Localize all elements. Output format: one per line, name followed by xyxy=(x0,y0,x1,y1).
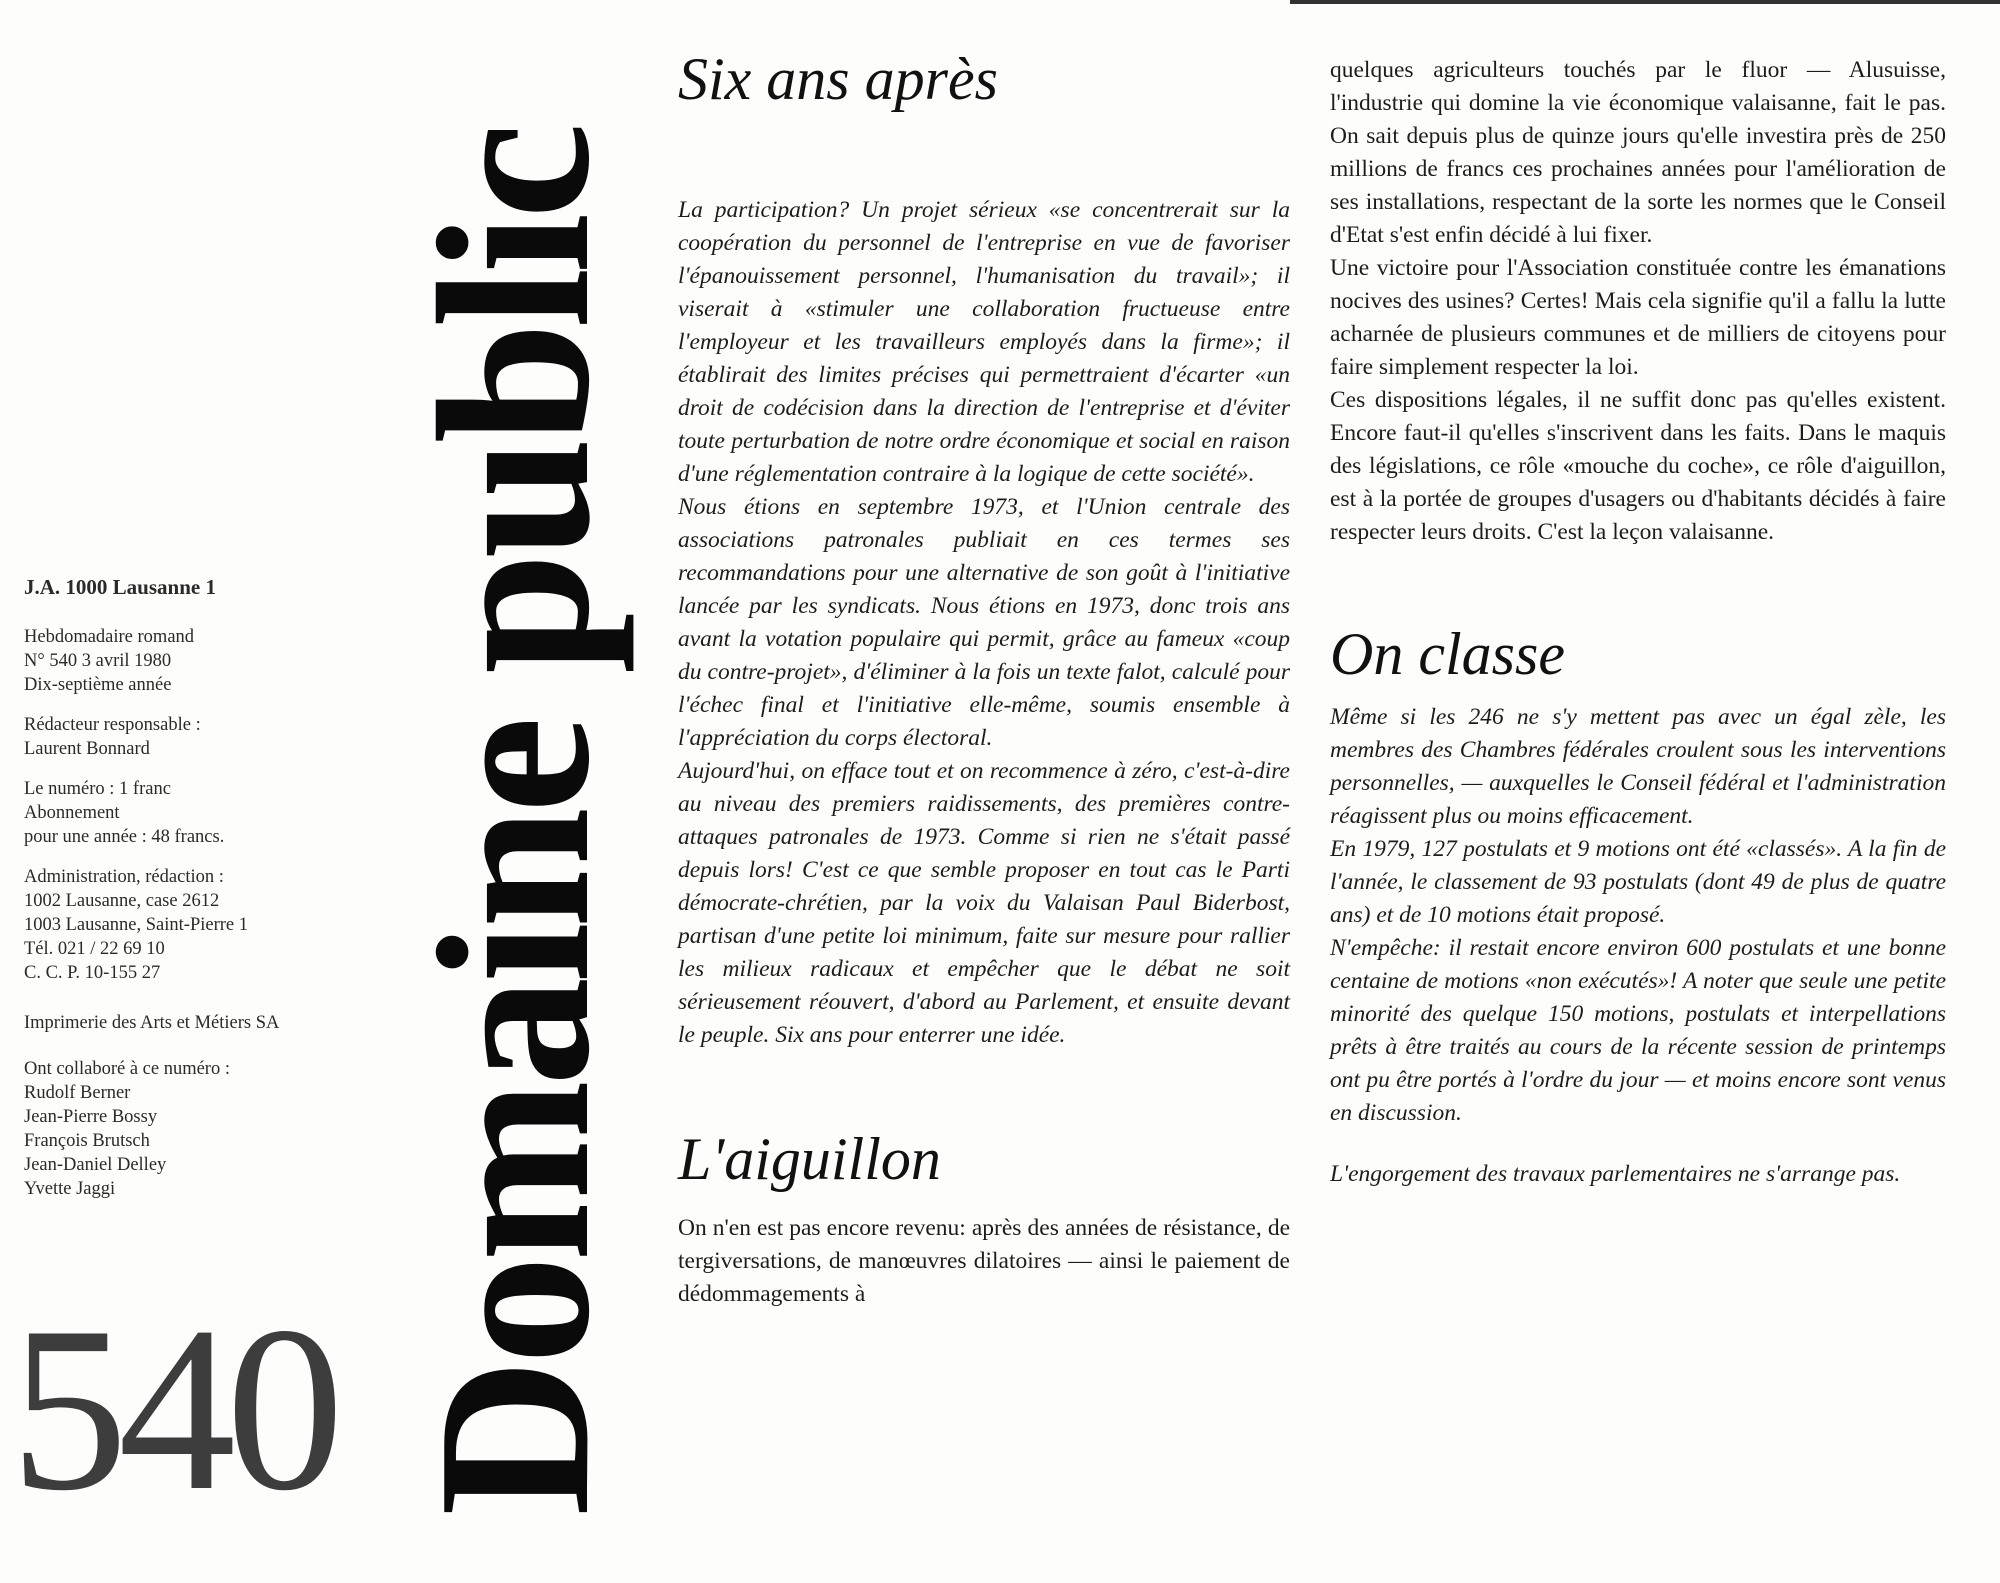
info-group-contributors xyxy=(24,1057,404,1201)
info-group-address xyxy=(24,865,404,985)
article-paragraph: quelques agriculteurs touchés par le fluor — Alusuisse, l'industrie qui domine la vie économique valaisanne, fait le pas. On sait depuis plus de quinze jours qu'elle investira près de 250 millions de francs ces prochaines années pour l'amélioration de ses installations, respectant de la sorte les normes que le Conseil d'Etat s'est enfin décidé à lui fixer. xyxy=(1330,57,1946,248)
masthead-title: Domaine public xyxy=(394,128,635,1516)
info-line: Dix-septième année xyxy=(24,675,172,695)
top-rule xyxy=(1290,0,2000,4)
info-line: C. C. P. 10-155 27 xyxy=(24,963,161,983)
info-line: Jean-Daniel Delley xyxy=(24,1155,167,1175)
info-line: Yvette Jaggi xyxy=(24,1179,116,1199)
info-line: Rudolf Berner xyxy=(24,1083,131,1103)
info-group-edition xyxy=(24,625,404,697)
info-group-printer xyxy=(24,1011,404,1035)
info-line: 1002 Lausanne, case 2612 xyxy=(24,891,220,911)
article-paragraph: Même si les 246 ne s'y mettent pas avec un égal zèle, les membres des Chambres fédérales croulent sous les interventions personnelles, — auxquelles le Conseil fédéral et l'administration réagissent plus ou moins efficacement. xyxy=(1330,704,1946,829)
article-paragraph: Aujourd'hui, on efface tout et on recommence à zéro, c'est-à-dire au niveau des premiers raidissements, des premières contre-attaques patronales de 1973. Comme si rien ne s'était passé depuis lors! C'est ce que semble proposer en tout cas le Parti démocrate-chrétien, par la voix du Valaisan Paul Biderbost, partisan d'une petite loi minimum, faite sur mesure pour rallier les milieux radicaux et empêcher que le débat ne soit sérieusement réouvert, d'abord au Parlement, et ensuite devant le peuple. Six ans pour enterrer une idée. xyxy=(678,758,1290,1048)
article-paragraph: En 1979, 127 postulats et 9 motions ont été «classés». A la fin de l'année, le classement de 93 postulats (dont 49 de plus de quatre ans) et de 10 motions était proposé. xyxy=(1330,836,1946,928)
info-line: Jean-Pierre Bossy xyxy=(24,1107,158,1127)
info-line: Abonnement xyxy=(24,803,120,823)
info-line: 1003 Lausanne, Saint-Pierre 1 xyxy=(24,915,248,935)
info-line: N° 540 3 avril 1980 xyxy=(24,651,172,671)
postal-mark: J.A. 1000 Lausanne 1 xyxy=(24,575,216,599)
info-group-price xyxy=(24,777,404,849)
info-line: Tél. 021 / 22 69 10 xyxy=(24,939,165,959)
info-line: Laurent Bonnard xyxy=(24,739,150,759)
column-middle xyxy=(678,44,1290,1311)
column-right xyxy=(1330,54,1946,1191)
info-line: François Brutsch xyxy=(24,1131,150,1151)
info-line: pour une année : 48 francs. xyxy=(24,827,225,847)
article-paragraph: La participation? Un projet sérieux «se concentrerait sur la coopération du personnel de l'entreprise en vue de favoriser l'épanouissement personnel, l'humanisation du travail»; il viserait à «stimuler une collaboration fructueuse entre l'employeur et les travailleurs employés dans la firme»; il établirait des limites précises qui permettraient d'écarter «un droit de codécision dans la direction de l'entreprise et d'éviter toute perturbation de notre ordre économique et social en raison d'une réglementation contraire à la logique de cette société». xyxy=(678,197,1290,487)
article-paragraph: On n'en est pas encore revenu: après des années de résistance, de tergiversations, de manœuvres dilatoires — ainsi le paiement de dédommagements à xyxy=(678,1215,1290,1307)
info-line: Imprimerie des Arts et Métiers SA xyxy=(24,1013,280,1033)
article-title-six-ans-apres: Six ans après xyxy=(678,46,998,112)
issue-number: 540 xyxy=(10,1279,334,1540)
publication-info xyxy=(24,575,404,1217)
article-title-aiguillon: L'aiguillon xyxy=(678,1126,941,1192)
info-group-editor xyxy=(24,713,404,761)
info-line: Administration, rédaction : xyxy=(24,867,224,887)
article-title-on-classe: On classe xyxy=(1330,621,1565,687)
article-paragraph: Une victoire pour l'Association constituée contre les émanations nocives des usines? Certes! Mais cela signifie qu'il a fallu la lutte acharnée de plusieurs communes et de milliers de citoyens pour faire simplement respecter la loi. xyxy=(1330,255,1946,380)
info-line: Ont collaboré à ce numéro : xyxy=(24,1059,230,1079)
article-paragraph: Nous étions en septembre 1973, et l'Union centrale des associations patronales publiait en ces termes ses recommandations pour une alternative de son goût à l'initiative lancée par les syndicats. Nous étions en 1973, donc trois ans avant la votation populaire qui permit, grâce au fameux «coup du contre-projet», d'éliminer à la fois un texte falot, calculé pour l'échec final et l'initiative elle-même, soumis ensemble à l'appréciation du corps électoral. xyxy=(678,494,1290,751)
article-paragraph: Ces dispositions légales, il ne suffit donc pas qu'elles existent. Encore faut-il qu'elles s'inscrivent dans les faits. Dans le maquis des législations, ce rôle «mouche du coche», ce rôle d'aiguillon, est à la portée de groupes d'usagers ou d'habitants décidés à faire respecter leurs droits. C'est la leçon valaisanne. xyxy=(1330,387,1946,545)
info-line: Le numéro : 1 franc xyxy=(24,779,171,799)
article-paragraph: L'engorgement des travaux parlementaires ne s'arrange pas. xyxy=(1330,1161,1901,1187)
info-line: Hebdomadaire romand xyxy=(24,627,195,647)
paragraph-gap xyxy=(1330,1130,1946,1158)
article-paragraph: N'empêche: il restait encore environ 600 postulats et une bonne centaine de motions «non exécutés»! A noter que seule une petite minorité des quelque 150 motions, postulats et interpellations prêts à être traités au cours de la récente session de printemps ont pu être portés à l'ordre du jour — et moins encore sont venus en discussion. xyxy=(1330,935,1946,1126)
info-line: Rédacteur responsable : xyxy=(24,715,201,735)
